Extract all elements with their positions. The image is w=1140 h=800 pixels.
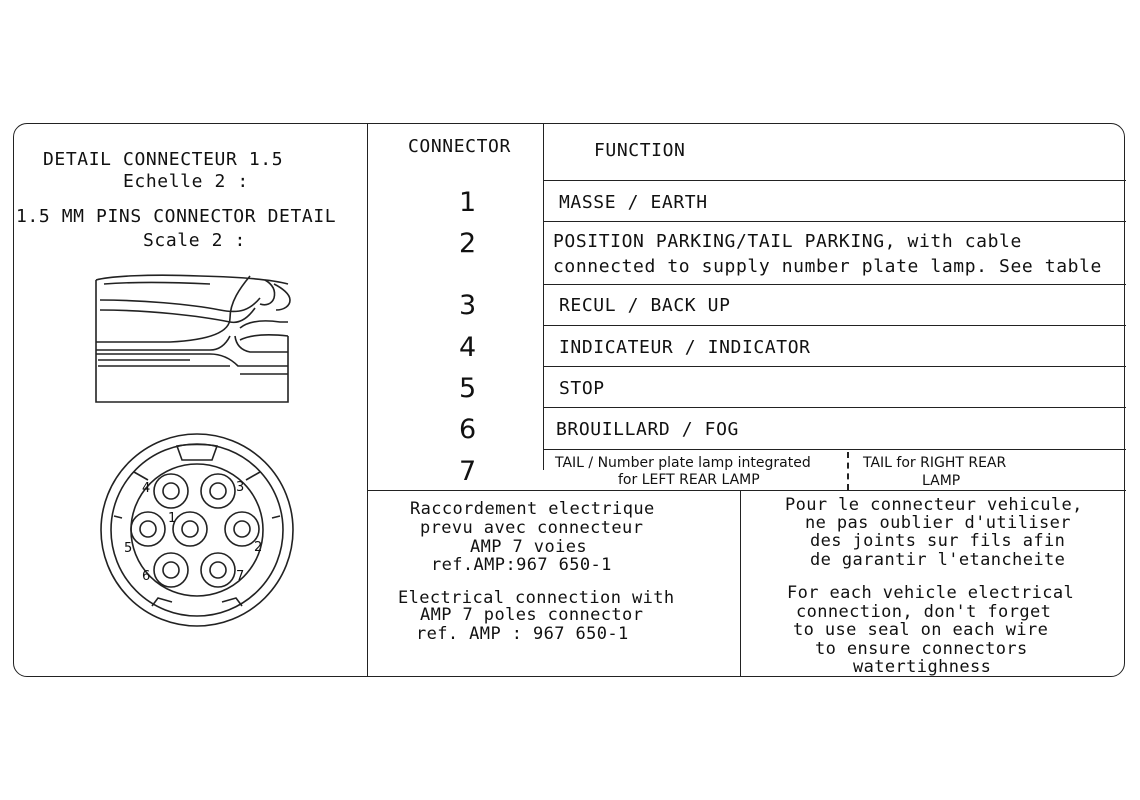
row-line-3 (544, 284, 1126, 285)
table-bottom-line (368, 490, 1126, 491)
pin-number-1: 1 (459, 187, 477, 218)
pin-6-outer (154, 553, 188, 587)
note-right-line2: ne pas oublier d'utiliser (805, 513, 1071, 533)
pin-label-2: 2 (254, 540, 263, 555)
function-5: STOP (559, 378, 605, 399)
pin-number-4: 4 (459, 332, 477, 363)
note-left-line3: AMP 7 voies (470, 537, 587, 557)
note-right-line1: Pour le connecteur vehicule, (785, 495, 1083, 515)
function-7-left-line1: TAIL / Number plate lamp integrated (555, 455, 811, 471)
note-right-line4: de garantir l'etancheite (810, 550, 1066, 570)
detail-scale-en: Scale 2 : (143, 230, 246, 251)
note-left-line7: ref. AMP : 967 650-1 (416, 624, 629, 644)
note-right-line7: to use seal on each wire (793, 620, 1049, 640)
connector-column-divider (543, 124, 544, 470)
connector-front-view (92, 430, 302, 630)
note-left-line1: Raccordement electrique (410, 499, 655, 519)
row-line-5 (544, 366, 1126, 367)
pin-number-7: 7 (459, 456, 477, 487)
detail-scale-fr: Echelle 2 : (123, 171, 249, 192)
note-left-line4: ref.AMP:967 650-1 (431, 555, 612, 575)
function-header: FUNCTION (594, 140, 686, 161)
detail-title-en: 1.5 MM PINS CONNECTOR DETAIL (16, 206, 337, 227)
pin-7-outer (201, 553, 235, 587)
note-right-line6: connection, don't forget (796, 602, 1052, 622)
left-panel-divider (367, 124, 368, 677)
note-right-line9: watertighness (853, 657, 992, 677)
note-left-line2: prevu avec connecteur (420, 518, 644, 538)
function-4: INDICATEUR / INDICATOR (559, 337, 811, 358)
notes-divider (740, 490, 741, 677)
pin-5-outer (131, 512, 165, 546)
pin-number-2: 2 (459, 228, 477, 259)
function-7-right-line1: TAIL for RIGHT REAR (863, 455, 1007, 471)
row-line-4 (544, 325, 1126, 326)
connector-side-view (90, 270, 300, 410)
function-2-line1: POSITION PARKING/TAIL PARKING, with cable (553, 231, 1022, 252)
note-left-line5: Electrical connection with (398, 588, 675, 608)
pin-label-7: 7 (236, 569, 245, 584)
pin-label-4: 4 (142, 481, 151, 496)
pin-number-6: 6 (459, 414, 477, 445)
note-right-line8: to ensure connectors (815, 639, 1028, 659)
pin-label-3: 3 (236, 480, 245, 495)
pin-3-outer (201, 474, 235, 508)
row-line-6 (544, 407, 1126, 408)
note-right-line3: des joints sur fils afin (810, 531, 1066, 551)
pin-label-5: 5 (124, 541, 133, 556)
pin-4-outer (154, 474, 188, 508)
connector-header: CONNECTOR (408, 136, 511, 157)
function-6: BROUILLARD / FOG (556, 419, 739, 440)
pin-number-3: 3 (459, 290, 477, 321)
pin-1-outer (173, 512, 207, 546)
function-7-right-line2: LAMP (922, 473, 961, 489)
connector-inner-ring (111, 444, 283, 616)
function-1: MASSE / EARTH (559, 192, 708, 213)
function-3: RECUL / BACK UP (559, 295, 731, 316)
note-left-line6: AMP 7 poles connector (420, 605, 644, 625)
pin-label-1: 1 (168, 511, 177, 526)
function-7-left-line2: for LEFT REAR LAMP (618, 472, 760, 488)
row7-dashed-divider (847, 452, 849, 490)
connector-outer-ring (101, 434, 293, 626)
note-right-line5: For each vehicle electrical (787, 583, 1075, 603)
row-line-2 (544, 221, 1126, 222)
row-line-1 (544, 180, 1126, 181)
function-2-line2: connected to supply number plate lamp. See table (553, 256, 1102, 277)
pin-label-6: 6 (142, 569, 151, 584)
row-line-7 (544, 449, 1126, 450)
detail-title-fr: DETAIL CONNECTEUR 1.5 (43, 149, 284, 170)
pin-number-5: 5 (459, 373, 477, 404)
